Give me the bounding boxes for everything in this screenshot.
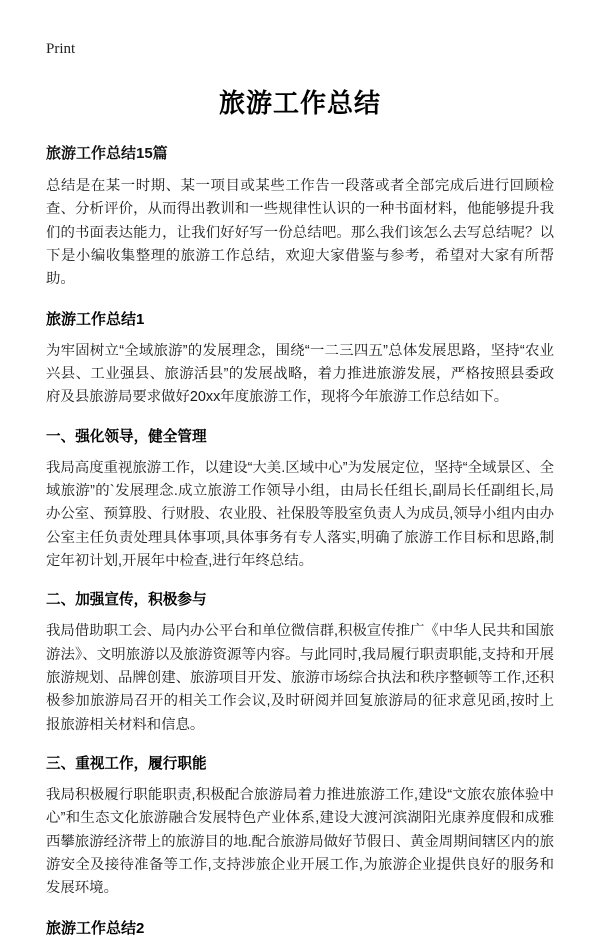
section-1-paragraph: 为牢固树立“全域旅游”的发展理念，围绕“一二三四五”总体发展思路，坚持“农业兴县、工业强县、旅游活县”的发展战略，着力推进旅游发展，严格按照县委政府及县旅游局要求做好20xx年度旅游工作，现将今年旅游工作总结如下。 xyxy=(46,342,554,406)
section-heading-2: 旅游工作总结2 xyxy=(46,919,145,937)
subsection-2-paragraph: 我局借助职工会、局内办公平台和单位微信群,积极宣传推广《中华人民共和国旅游法》、文明旅游以及旅游资源等内容。与此同时,我局履行职责职能,支持和开展旅游规划、品牌创建、旅游项目开发、旅游市场综合执法和秩序整顿等工作,还积极参加旅游局召开的相关工作会议,及时研阅并回复旅游局的征求意见函,按时上报旅游相关材料和信息。 xyxy=(46,623,554,733)
document-body xyxy=(46,175,554,938)
subsection-heading-1: 一、强化领导，健全管理 xyxy=(46,428,207,445)
page-title: 旅游工作总结 xyxy=(218,88,381,118)
subsection-heading-3: 三、重视工作，履行职能 xyxy=(46,755,207,772)
subsection-heading-2: 二、加强宣传，积极参与 xyxy=(46,592,207,609)
document-subtitle: 旅游工作总结15篇 xyxy=(46,145,168,162)
intro-paragraph: 总结是在某一时期、某一项目或某些工作告一段落或者全部完成后进行回顾检查、分析评价，从而得出教训和一些规律性认识的一种书面材料，他能够提升我们的书面表达能力，让我们好好写一份总结吧。那么我们该怎么去写总结呢？以下是小编收集整理的旅游工作总结，欢迎大家借鉴与参考，希望对大家有所帮助。 xyxy=(46,178,554,288)
subsection-1-paragraph: 我局高度重视旅游工作，以建设“大美.区域中心”为发展定位，坚持“全域景区、全域旅游”的`发展理念.成立旅游工作领导小组，由局长任组长,副局长任副组长,局办公室、预算股、行财股、农业股、社保股等股室负责人为成员,领导小组内由办公室主任负责处理具体事项,具体事务有专人落实,明确了旅游工作目标和思路,制定年初计划,开展年中检查,进行年终总结。 xyxy=(46,459,554,569)
print-button[interactable]: Print xyxy=(46,41,76,57)
subsection-3-paragraph: 我局积极履行职能职责,积极配合旅游局着力推进旅游工作,建设“文旅农旅体验中心”和生态文化旅游融合发展特色产业体系,建设大渡河滨湖阳光康养度假和成雅西攀旅游经济带上的旅游目的地.配合旅游局做好节假日、黄金周期间辖区内的旅游安全及接待准备等工作,支持涉旅企业开展工作,为旅游企业提供良好的服务和发展环境。 xyxy=(46,786,554,897)
section-heading-1: 旅游工作总结1 xyxy=(46,310,145,328)
